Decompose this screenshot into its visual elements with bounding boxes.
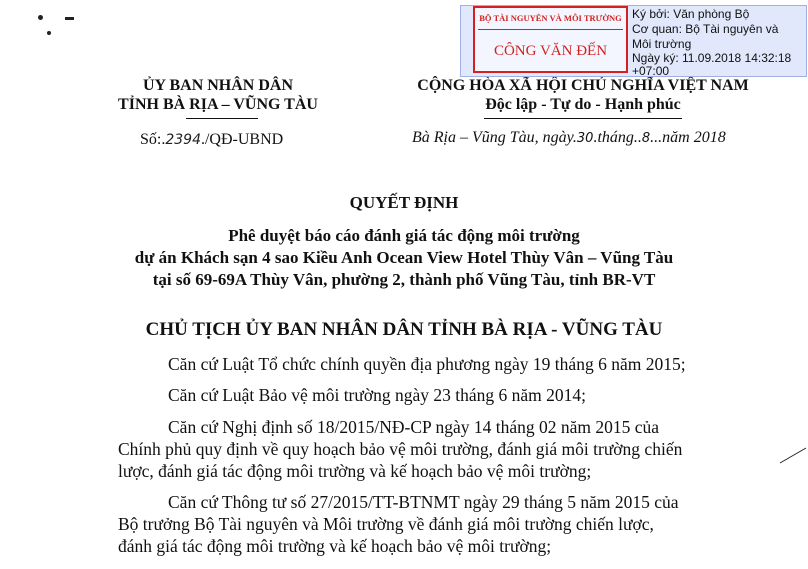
stamp-ministry: BỘ TÀI NGUYÊN VÀ MÔI TRƯỜNG — [479, 13, 622, 23]
legal-basis-paragraph: Căn cứ Luật Bảo vệ môi trường ngày 23 tháng 6 năm 2014; — [168, 385, 587, 405]
agency-underline — [186, 118, 258, 119]
national-motto: Độc lập - Tự do - Hạnh phúc — [485, 96, 681, 113]
doc-number-handwritten: 2394 — [165, 132, 201, 148]
agency-name: ỦY BAN NHÂN DÂN — [142, 77, 294, 94]
legal-basis-paragraph: Căn cứ Luật Tổ chức chính quyền địa phương ngày 19 tháng 6 năm 2015; — [168, 354, 686, 374]
date-prefix: Bà Rịa – Vũng Tàu, ngày. — [412, 129, 577, 146]
received-stamp — [473, 6, 628, 73]
province-name: TỈNH BÀ RỊA – VŨNG TÀU — [118, 96, 318, 113]
legal-basis-continuation: Bộ trưởng Bộ Tài nguyên và Môi trường về đánh giá môi trường chiến lược, — [118, 514, 654, 534]
document-number — [140, 131, 283, 149]
date-suffix: ...năm 2018 — [650, 129, 726, 146]
date-day: 30 — [576, 131, 594, 146]
legal-basis-paragraph: Căn cứ Thông tư số 27/2015/TT-BTNMT ngày 29 tháng 5 năm 2015 của — [168, 492, 679, 512]
issue-date — [412, 129, 726, 147]
scan-mark — [780, 448, 806, 464]
legal-basis-continuation: đánh giá tác động môi trường và kế hoạch bảo vệ môi trường; — [118, 536, 552, 556]
stamp-divider — [478, 29, 623, 30]
scan-mark — [47, 31, 51, 35]
signature-agency: Cơ quan: Bộ Tài nguyên và — [632, 22, 779, 36]
national-title: CỘNG HÒA XÃ HỘI CHỦ NGHĨA VIỆT NAM — [417, 77, 749, 94]
scan-mark — [65, 17, 74, 20]
decision-title: QUYẾT ĐỊNH — [349, 193, 459, 212]
issuing-authority: CHỦ TỊCH ỦY BAN NHÂN DÂN TỈNH BÀ RỊA - VŨNG TÀU — [145, 319, 663, 340]
doc-number-suffix: ./QĐ-UBND — [200, 131, 284, 148]
legal-basis-continuation: lược, đánh giá tác động môi trường và kế hoạch bảo vệ môi trường; — [118, 461, 592, 481]
signature-signer: Ký bởi: Văn phòng Bộ — [632, 7, 750, 21]
scan-mark — [38, 15, 43, 20]
motto-underline — [484, 118, 682, 119]
signature-agency: Môi trường — [632, 37, 692, 51]
decision-subject-line: Phê duyệt báo cáo đánh giá tác động môi trường — [228, 226, 580, 245]
date-mid: .tháng.. — [593, 129, 642, 146]
stamp-label: CÔNG VĂN ĐẾN — [493, 43, 608, 59]
signature-timezone: +07:00 — [632, 64, 670, 78]
legal-basis-continuation: Chính phủ quy định về quy hoạch bảo vệ môi trường, đánh giá môi trường chiến — [118, 439, 683, 459]
doc-number-prefix: Số:. — [140, 131, 166, 148]
decision-subject-line: tại số 69-69A Thùy Vân, phường 2, thành phố Vũng Tàu, tỉnh BR-VT — [152, 270, 656, 289]
signature-date: Ngày ký: 11.09.2018 14:32:18 — [632, 51, 792, 65]
legal-basis-paragraph: Căn cứ Nghị định số 18/2015/NĐ-CP ngày 14 tháng 02 năm 2015 của — [168, 417, 660, 437]
date-month: 8 — [641, 131, 651, 146]
decision-subject-line: dự án Khách sạn 4 sao Kiều Anh Ocean View Hotel Thùy Vân – Vũng Tàu — [134, 248, 674, 267]
